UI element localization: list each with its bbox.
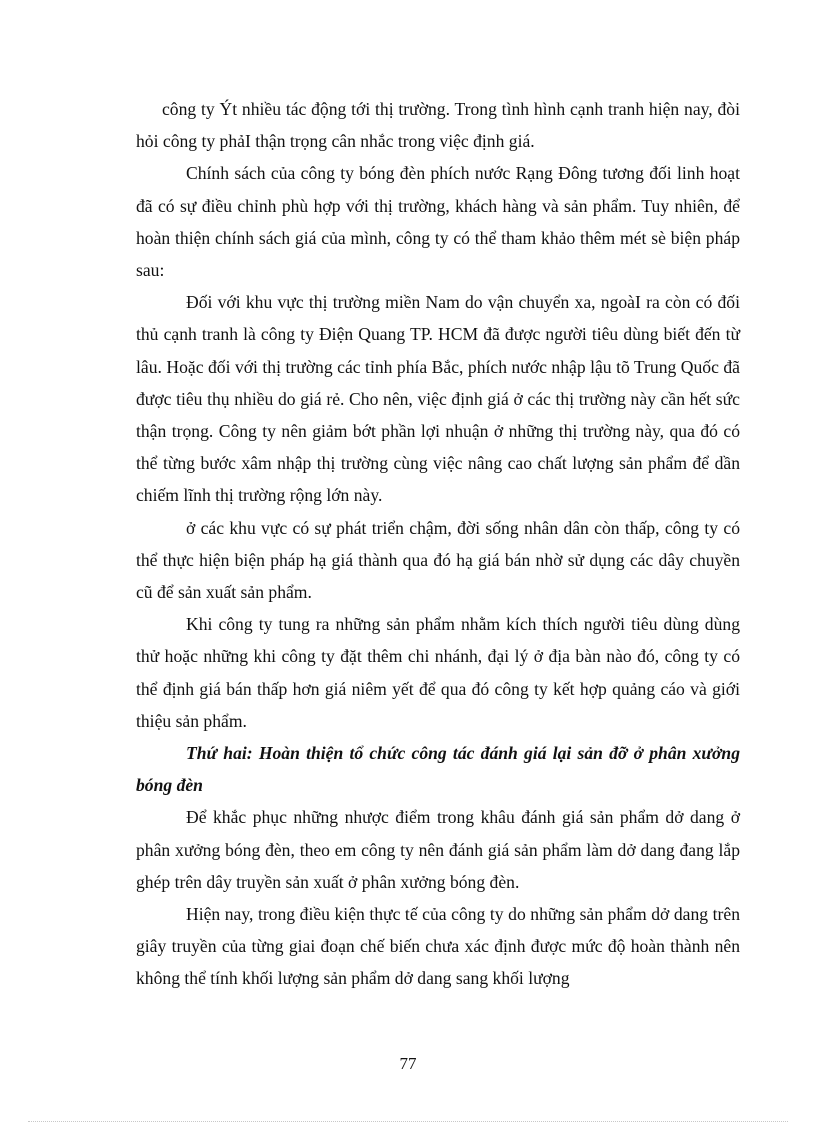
- body-text: [136, 93, 740, 995]
- paragraph-4: ở các khu vực có sự phát triển chậm, đời sống nhân dân còn thấp, công ty có thể thực hiện biện pháp hạ giá thành qua đó hạ giá bán nhờ sử dụng các dây chuyền cũ để sản xuất sản phẩm.: [136, 517, 740, 603]
- page-number: 77: [399, 1054, 417, 1073]
- paragraph-2: Chính sách của công ty bóng đèn phích nước Rạng Đông tương đối linh hoạt đã có sự điều chỉnh phù hợp với thị trường, khách hàng và sản phẩm. Tuy nhiên, để hoàn thiện chính sách giá của mình, công ty có thể tham khảo thêm mét sè biện pháp sau:: [136, 163, 740, 281]
- section-heading: Thứ hai: Hoàn thiện tổ chức công tác đánh giá lại sản đỡ ở phân xưởng bóng đèn: [136, 743, 740, 796]
- paragraph-6: Để khắc phục những nhược điểm trong khâu đánh giá sản phẩm dở dang ở phân xưởng bóng đèn, theo em công ty nên đánh giá sản phẩm làm dở dang đang lắp ghép trên dây truyền sản xuất ở phân xưởng bóng đèn.: [136, 807, 740, 892]
- paragraph-5: Khi công ty tung ra những sản phẩm nhằm kích thích người tiêu dùng dùng thử hoặc những khi công ty đặt thêm chi nhánh, đại lý ở địa bàn nào đó, công ty có thể định giá bán thấp hơn giá niêm yết để qua đó công ty kết hợp quảng cáo và giới thiệu sản phẩm.: [136, 614, 740, 731]
- paragraph-1: công ty Ýt nhiều tác động tới thị trường. Trong tình hình cạnh tranh hiện nay, đòi hỏi công ty phảI thận trọng cân nhắc trong việc định giá.: [136, 99, 740, 152]
- page-bottom-rule: [28, 1121, 788, 1122]
- paragraph-7: Hiện nay, trong điều kiện thực tế của công ty do những sản phẩm dở dang trên giây truyền của từng giai đoạn chế biến chưa xác định được mức độ hoàn thành nên không thể tính khối lượng sản phẩm dở dang sang khối lượng: [136, 904, 740, 989]
- paragraph-3: Đối với khu vực thị trường miền Nam do vận chuyển xa, ngoàI ra còn có đối thủ cạnh tranh là công ty Điện Quang TP. HCM đã được người tiêu dùng biết đến từ lâu. Hoặc đối với thị trường các tỉnh phía Bắc, phích nước nhập lậu tõ Trung Quốc đã được tiêu thụ nhiều do giá rẻ. Cho nên, việc định giá ở các thị trường này cần hết sức thận trọng. Công ty nên giảm bớt phần lợi nhuận ở những thị trường này, qua đó có thể từng bước xâm nhập thị trường cùng việc nâng cao chất lượng sản phẩm để dần chiếm lĩnh thị trường rộng lớn này.: [136, 292, 740, 506]
